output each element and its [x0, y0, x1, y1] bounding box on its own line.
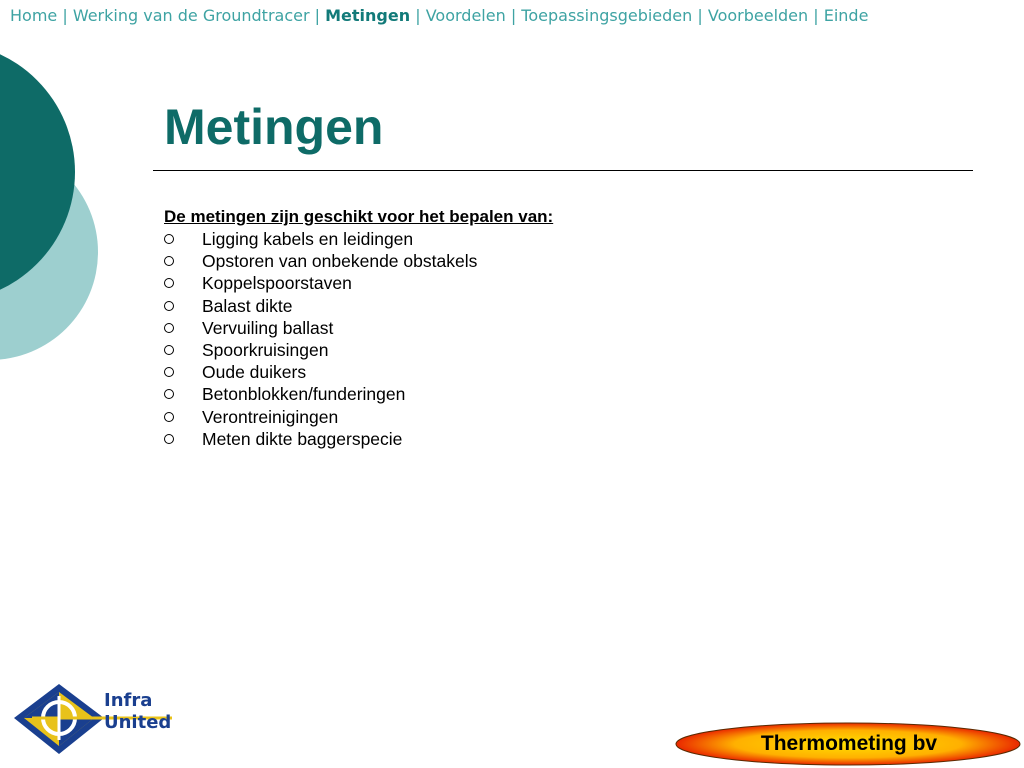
nav-metingen[interactable]: Metingen: [325, 6, 411, 25]
list-item: [164, 251, 477, 273]
intro-heading: De metingen zijn geschikt voor het bepalen van:: [164, 207, 554, 226]
list-item: [164, 384, 477, 406]
thermometing-badge-label: Thermometing bv: [760, 732, 938, 755]
list-item-text: Oude duikers: [202, 362, 307, 383]
nav-separator: |: [314, 6, 326, 25]
list-item-text: Spoorkruisingen: [202, 339, 329, 360]
list-item-text: Koppelspoorstaven: [202, 273, 352, 294]
top-navigation: [10, 6, 868, 25]
list-item: [164, 407, 477, 429]
bullet-circle-icon: [164, 301, 174, 311]
bullet-circle-icon: [164, 256, 174, 266]
list-item: [164, 318, 477, 340]
bullet-circle-icon: [164, 367, 174, 377]
nav-werking[interactable]: Werking van de Groundtracer: [72, 6, 310, 25]
list-item-text: Betonblokken/funderingen: [202, 384, 406, 405]
bullet-circle-icon: [164, 278, 174, 288]
measurement-list: [164, 229, 477, 451]
logo-text-infra: Infra: [104, 690, 153, 711]
nav-toepassingsgebieden[interactable]: Toepassingsgebieden: [521, 6, 693, 25]
list-item: [164, 273, 477, 295]
nav-separator: |: [697, 6, 708, 25]
decorative-circles: [0, 0, 110, 400]
bullet-circle-icon: [164, 389, 174, 399]
nav-voordelen[interactable]: Voordelen: [425, 6, 506, 25]
title-divider: [153, 170, 973, 171]
bullet-circle-icon: [164, 434, 174, 444]
page-title: Metingen: [164, 99, 384, 155]
bullet-circle-icon: [164, 345, 174, 355]
nav-home[interactable]: Home: [10, 6, 58, 25]
list-item: [164, 429, 477, 451]
list-item-text: Balast dikte: [202, 295, 293, 316]
list-item: [164, 229, 477, 251]
list-item-text: Opstoren van onbekende obstakels: [202, 251, 478, 272]
nav-separator: |: [510, 6, 522, 25]
nav-separator: |: [62, 6, 73, 25]
bullet-circle-icon: [164, 234, 174, 244]
nav-separator: |: [813, 6, 824, 25]
logo-text-united: United: [104, 712, 172, 733]
list-item-text: Vervuiling ballast: [202, 317, 334, 338]
list-item: [164, 362, 477, 384]
list-item: [164, 296, 477, 318]
bullet-circle-icon: [164, 412, 174, 422]
bullet-circle-icon: [164, 323, 174, 333]
list-item-text: Meten dikte baggerspecie: [202, 428, 403, 449]
nav-voorbeelden[interactable]: Voorbeelden: [707, 6, 809, 25]
list-item: [164, 340, 477, 362]
list-item-text: Ligging kabels en leidingen: [202, 229, 414, 249]
list-item-text: Verontreinigingen: [202, 406, 339, 427]
nav-separator: |: [415, 6, 426, 25]
nav-einde[interactable]: Einde: [823, 6, 869, 25]
